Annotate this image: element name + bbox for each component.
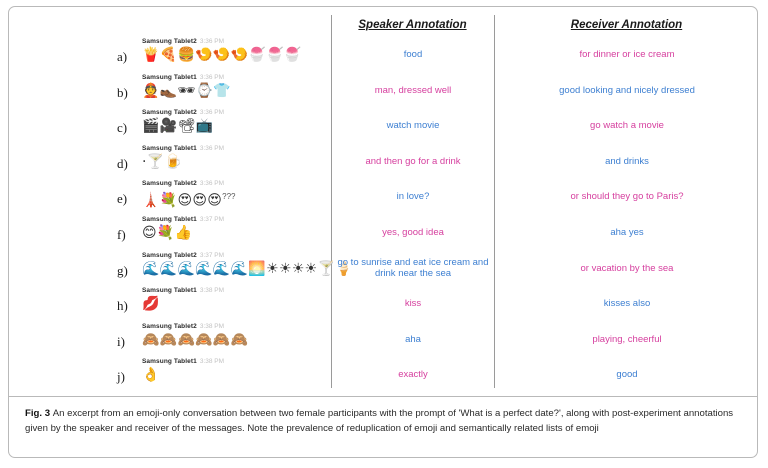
- figure-frame: [8, 6, 758, 458]
- row-label: g): [117, 262, 128, 278]
- receiver-annotation: good looking and nicely dressed: [559, 84, 695, 96]
- conversation-row: [9, 179, 757, 214]
- message-sender: Samsung Tablet2: [142, 109, 197, 117]
- message-timestamp: 3:38 PM: [199, 287, 225, 295]
- message-bubble: [142, 144, 327, 172]
- message-bubble: [142, 357, 327, 385]
- message-sender: Samsung Tablet2: [142, 251, 197, 259]
- row-label: a): [117, 49, 128, 64]
- speaker-annotation-heading: Speaker Annotation: [358, 19, 467, 31]
- row-label: f): [117, 227, 126, 242]
- receiver-annotation: or should they go to Paris?: [570, 191, 684, 203]
- emoji-glyphs: 🎬🎥📽📺: [142, 118, 214, 135]
- speaker-annotation: in love?: [396, 191, 430, 203]
- message-emoji-sequence: [142, 82, 327, 101]
- emoji-glyphs: 💋: [142, 296, 160, 313]
- speaker-annotation: food: [403, 49, 423, 60]
- speaker-annotation: kiss: [404, 298, 422, 310]
- message-emoji-sequence: [142, 46, 327, 65]
- receiver-annotation: good: [616, 369, 638, 381]
- message-meta: [142, 286, 327, 295]
- message-bubble: [142, 73, 327, 101]
- message-bubble: [142, 179, 327, 210]
- message-sender: Samsung Tablet2: [142, 180, 197, 188]
- figure-caption-text: An excerpt from an emoji-only conversation between two female participants with the prompt of 'What is a perfect date?', along with post-experiment annotations given by the speaker and receiver of the messages. Note the prevalence of reduplication of emoji and semantically related lists of emoji: [25, 408, 734, 434]
- conversation-row: [9, 37, 757, 72]
- emoji-glyphs: 🍟🍕🍔🍤🍤🍤🍧🍧🍧: [142, 47, 302, 63]
- conversation-row: [9, 357, 757, 392]
- message-meta: [142, 322, 327, 331]
- message-meta: [142, 215, 327, 224]
- figure-caption-area: [9, 396, 757, 457]
- speaker-annotation: watch movie: [386, 120, 440, 132]
- emoji-glyphs: 🗼💐😍😍😍: [142, 193, 223, 210]
- message-meta: [142, 357, 327, 366]
- conversation-row: [9, 73, 757, 108]
- receiver-annotation-heading: Receiver Annotation: [570, 19, 683, 31]
- emoji-glyphs: ·🍸🍺: [142, 153, 183, 170]
- message-timestamp: 3:36 PM: [199, 144, 225, 152]
- row-label: j): [117, 369, 125, 385]
- message-timestamp: 3:36 PM: [199, 180, 225, 188]
- receiver-annotation: for dinner or ice cream: [579, 49, 675, 60]
- message-bubble: [142, 37, 327, 65]
- figure-caption: [25, 407, 741, 436]
- row-label: i): [117, 333, 125, 349]
- emoji-glyphs: 😊💐👍: [142, 225, 193, 241]
- row-label: h): [117, 298, 128, 314]
- receiver-annotation: playing, cheerful: [592, 333, 662, 345]
- message-bubble: [142, 215, 327, 243]
- message-timestamp: 3:36 PM: [199, 38, 225, 45]
- emoji-glyphs: 👌: [142, 367, 160, 384]
- emoji-glyphs: 🙈🙈🙈🙈🙈🙈: [142, 331, 249, 348]
- message-meta: [142, 251, 327, 260]
- message-emoji-sequence: [142, 295, 327, 314]
- message-meta: [142, 73, 327, 82]
- speaker-annotation: and then go for a drink: [365, 155, 461, 167]
- message-emoji-sequence: [142, 366, 327, 385]
- message-bubble: [142, 251, 353, 279]
- message-meta: [142, 144, 327, 153]
- conversation-row: [9, 215, 757, 250]
- message-timestamp: 3:38 PM: [199, 322, 225, 330]
- emoji-glyphs: 👲👞🕶⌚👕: [142, 82, 231, 99]
- message-bubble: [142, 322, 327, 350]
- message-sender: Samsung Tablet2: [142, 322, 197, 330]
- message-emoji-sequence: [142, 224, 327, 243]
- message-meta: [142, 37, 327, 46]
- conversation-row: [9, 286, 757, 321]
- message-meta: [142, 179, 327, 188]
- speaker-annotation: man, dressed well: [374, 84, 452, 96]
- message-emoji-sequence: [142, 331, 327, 350]
- message-emoji-sequence: [142, 188, 327, 210]
- message-sender: Samsung Tablet1: [142, 144, 197, 152]
- message-sender: Samsung Tablet1: [142, 287, 197, 295]
- message-timestamp: 3:36 PM: [199, 109, 225, 117]
- speaker-annotation: yes, good idea: [382, 227, 444, 238]
- message-sender: Samsung Tablet2: [142, 38, 197, 45]
- message-emoji-sequence: [142, 153, 327, 172]
- row-label: c): [117, 120, 128, 136]
- speaker-annotation: exactly: [398, 369, 428, 381]
- message-sender: Samsung Tablet1: [142, 216, 197, 223]
- conversation-row: [9, 108, 757, 143]
- message-timestamp: 3:36 PM: [199, 73, 225, 81]
- conversation-row: [9, 251, 757, 286]
- message-emoji-sequence: [142, 117, 327, 136]
- figure-panel: [9, 7, 757, 396]
- message-timestamp: 3:37 PM: [199, 216, 225, 223]
- message-sender: Samsung Tablet1: [142, 73, 197, 81]
- row-label: b): [117, 84, 128, 100]
- emoji-glyphs: 🌊🌊🌊🌊🌊🌊🌅☀☀☀☀🍸🍦: [142, 260, 353, 277]
- conversation-row: [9, 144, 757, 179]
- message-bubble: [142, 286, 327, 314]
- message-emoji-sequence: [142, 260, 353, 279]
- receiver-annotation: and drinks: [605, 155, 649, 167]
- message-bubble: [142, 108, 327, 136]
- row-label: d): [117, 155, 128, 171]
- message-sender: Samsung Tablet1: [142, 358, 197, 366]
- receiver-annotation: kisses also: [603, 298, 651, 310]
- speaker-annotation: aha: [405, 333, 421, 345]
- figure-caption-label: Fig. 3: [25, 408, 53, 419]
- receiver-annotation: go watch a movie: [590, 120, 664, 132]
- message-meta: [142, 108, 327, 117]
- receiver-annotation: or vacation by the sea: [580, 262, 674, 274]
- row-label: e): [117, 191, 128, 207]
- receiver-annotation: aha yes: [610, 227, 644, 238]
- conversation-row: [9, 322, 757, 357]
- message-timestamp: 3:37 PM: [199, 251, 225, 259]
- emoji-suffix-question-marks: ???: [222, 192, 236, 202]
- message-timestamp: 3:38 PM: [199, 358, 225, 366]
- speaker-annotation: go to sunrise and eat ice cream and drink near the sea: [337, 256, 489, 280]
